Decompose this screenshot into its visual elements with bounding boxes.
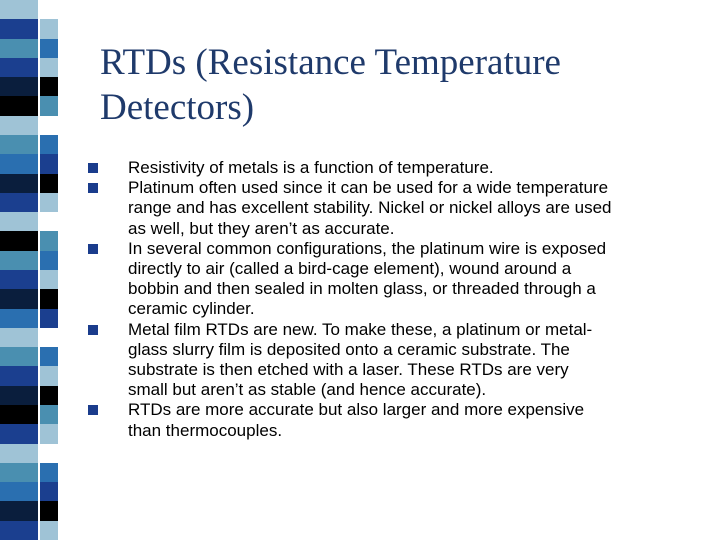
stripe-band: [0, 116, 38, 136]
stripe-band: [0, 405, 38, 425]
bullet-text-line: In several common configurations, the platinum wire is exposed: [128, 238, 607, 258]
square-bullet-icon: [88, 244, 98, 254]
bullet-text-line: Platinum often used since it can be used for a wide temperature: [128, 178, 609, 198]
square-bullet-icon: [88, 163, 98, 173]
bullet-text-line: RTDs are more accurate but also larger and more expensive: [128, 400, 585, 420]
stripe-band: [0, 521, 38, 540]
stripe-accent: [40, 289, 58, 309]
stripe-accent: [40, 231, 58, 251]
stripe-band: [0, 212, 38, 232]
stripe-band: [0, 251, 38, 271]
stripe-accent: [40, 386, 58, 406]
bullet-list: [84, 158, 704, 441]
stripe-accent: [40, 405, 58, 425]
bullet-item: [84, 158, 704, 178]
stripe-accent: [40, 501, 58, 521]
stripe-band: [0, 501, 38, 521]
stripe-band: [0, 58, 38, 78]
stripe-accent: [40, 77, 58, 97]
square-bullet-icon: [88, 183, 98, 193]
stripe-accent: [40, 154, 58, 174]
stripe-accent: [40, 251, 58, 271]
stripe-accent: [40, 58, 58, 78]
stripe-accent: [40, 347, 58, 367]
bullet-text-line: than thermocouples.: [128, 420, 283, 440]
bullet-item: [84, 178, 704, 239]
stripe-band: [0, 309, 38, 329]
stripe-band: [0, 270, 38, 290]
stripe-accent: [40, 19, 58, 39]
stripe-accent: [40, 135, 58, 155]
square-bullet-icon: [88, 325, 98, 335]
stripe-accent: [40, 482, 58, 502]
stripe-accent: [40, 212, 58, 232]
stripe-band: [0, 39, 38, 59]
stripe-band: [0, 19, 38, 39]
stripe-accent: [40, 39, 58, 59]
stripe-accent: [40, 366, 58, 386]
stripe-accent: [40, 0, 58, 20]
stripe-band: [0, 328, 38, 348]
bullet-text-line: bobbin and then sealed in molten glass, or threaded through a: [128, 279, 596, 299]
bullet-text-line: Metal film RTDs are new. To make these, a platinum or metal-: [128, 319, 593, 339]
stripe-band: [0, 231, 38, 251]
stripe-accent: [40, 328, 58, 348]
stripe-accent: [40, 96, 58, 116]
square-bullet-icon: [88, 405, 98, 415]
stripe-accent: [40, 193, 58, 213]
bullet-item: [84, 320, 704, 401]
stripe-band: [0, 174, 38, 194]
stripe-band: [0, 444, 38, 464]
title-line-1: RTDs (Resistance Temperature: [100, 42, 561, 83]
title-line-2: Detectors): [100, 87, 255, 128]
stripe-accent: [40, 270, 58, 290]
decorative-stripe: [0, 0, 62, 540]
bullet-item: [84, 239, 704, 320]
stripe-band: [0, 96, 38, 116]
stripe-band: [0, 289, 38, 309]
stripe-accent: [40, 116, 58, 136]
bullet-text-line: ceramic cylinder.: [128, 299, 255, 319]
stripe-band: [0, 347, 38, 367]
stripe-accent: [40, 444, 58, 464]
stripe-band: [0, 193, 38, 213]
bullet-text-line: glass slurry film is deposited onto a ceramic substrate. The: [128, 339, 570, 359]
stripe-accent: [40, 463, 58, 483]
stripe-accent: [40, 309, 58, 329]
stripe-band: [0, 366, 38, 386]
slide-title: [100, 40, 700, 130]
stripe-band: [0, 482, 38, 502]
stripe-accent: [40, 424, 58, 444]
stripe-band: [0, 154, 38, 174]
bullet-text-line: Resistivity of metals is a function of temperature.: [128, 158, 494, 177]
stripe-band: [0, 77, 38, 97]
bullet-text-line: small but aren’t as stable (and hence accurate).: [128, 380, 487, 400]
stripe-band: [0, 424, 38, 444]
stripe-band: [0, 0, 38, 20]
bullet-item: [84, 400, 704, 440]
stripe-band: [0, 463, 38, 483]
bullet-text-line: as well, but they aren’t as accurate.: [128, 218, 395, 238]
bullet-text-line: range and has excellent stability. Nickel or nickel alloys are used: [128, 198, 612, 218]
stripe-accent: [40, 521, 58, 540]
bullet-text-line: directly to air (called a bird-cage element), wound around a: [128, 259, 572, 279]
stripe-accent: [40, 174, 58, 194]
stripe-band: [0, 386, 38, 406]
stripe-band: [0, 135, 38, 155]
bullet-text-line: substrate is then etched with a laser. These RTDs are very: [128, 360, 569, 380]
